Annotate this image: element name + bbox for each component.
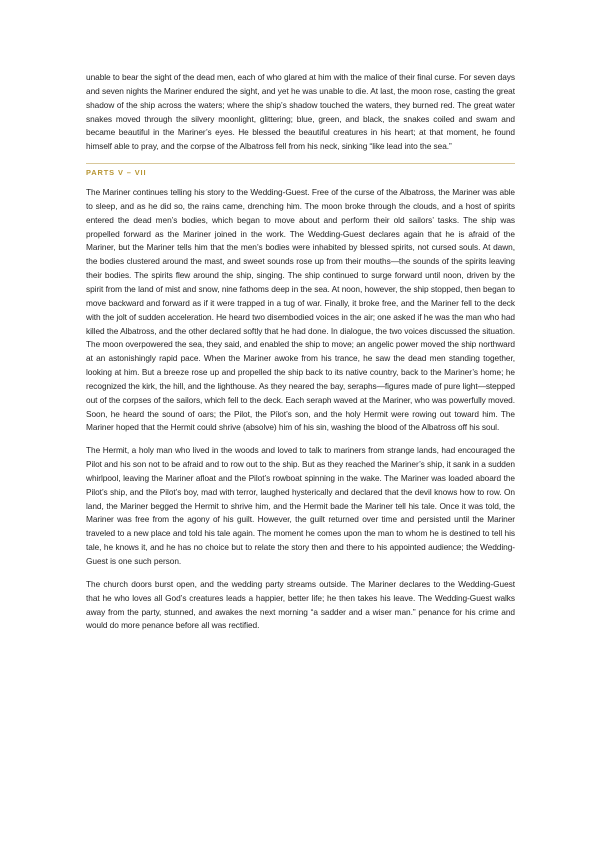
intro-paragraph: unable to bear the sight of the dead men, each of who glared at him with the malice of their final curse. For seven days and seven nights the Mariner endured the sight, and yet he was unable to die. At last, the moon rose, casting the great shadow of the ship across the waters; where the ship’s shadow touched the waters, they burned red. The great water snakes moved through the silvery moonlight, glittering; blue, green, and black, the snakes coiled and swam and became beautiful in the Mariner’s eyes. He blessed the beautiful creatures in his heart; at that moment, he found himself able to pray, and the corpse of the Albatross fell from his neck, sinking “like lead into the sea.” [86, 72, 515, 152]
body-paragraph-3: The church doors burst open, and the wedding party streams outside. The Mariner declares to the Wedding-Guest that he who loves all God’s creatures leads a happier, better life; he then takes his leave. The Wedding-Guest walks away from the party, stunned, and awakes the next morning “a sadder and a wiser man.” penance for his crime and would do more penance before all was rectified. [86, 578, 515, 631]
section-divider [86, 163, 515, 164]
section-heading: PARTS V – VII [86, 168, 147, 178]
body-paragraph-1: The Mariner continues telling his story to the Wedding-Guest. Free of the curse of the Albatross, the Mariner was able to sleep, and as he did so, the rains came, drenching him. The moon broke through the clouds, and a host of spirits entered the dead men’s bodies, which began to move about and perform their old sailors’ tasks. The ship was propelled forward as the Mariner joined in the work. The Wedding-Guest declares again that he is afraid of the Mariner, but the Mariner tells him that the men’s bodies were inhabited by blessed spirits, not cursed souls. At dawn, the bodies clustered around the mast, and sweet sounds rose up from their mouths—the sounds of the spirits leaving their bodies. The spirits flew around the ship, singing. The ship continued to surge forward until noon, driven by the spirit from the land of mist and snow, nine fathoms deep in the sea. At noon, however, the ship stopped, then began to move backward and forward as if it were trapped in a tug of war. Finally, it broke free, and the Mariner fell to the deck with the jolt of sudden acceleration. He heard two disembodied voices in the air; one asked if he was the man who had killed the Albatross, and the other declared softly that he had done. In dialogue, the two voices discussed the situation. The moon overpowered the sea, they said, and enabled the ship to move; an angelic power moved the ship northward at an astonishingly rapid pace. When the Mariner awoke from his trance, he saw the dead men standing together, looking at him. But a breeze rose up and propelled the ship back to its native country, back to the Mariner’s home; he recognized the kirk, the hill, and the lighthouse. As they neared the bay, seraphs—figures made of pure light—stepped out of the corpses of the sailors, which fell to the deck. Each seraph waved at the Mariner, who was powerfully moved. Soon, he heard the sound of oars; the Pilot, the Pilot’s son, and the holy Hermit were rowing out toward him. The Mariner hoped that the Hermit could shrive (absolve) him of his sin, washing the blood of the Albatross off his soul. [86, 187, 515, 433]
body-paragraph-2: The Hermit, a holy man who lived in the woods and loved to talk to mariners from strange lands, had encouraged the Pilot and his son not to be afraid and to row out to the ship. But as they reached the Mariner’s ship, it sank in a sudden whirlpool, leaving the Mariner afloat and the Pilot’s rowboat spinning in the wake. The Mariner was loaded aboard the Pilot’s ship, and the Pilot’s boy, mad with terror, laughed hysterically and declared that the devil knows how to row. On land, the Mariner begged the Hermit to shrive him, and the Hermit bade the Mariner tell his tale. Once it was told, the Mariner was free from the agony of his guilt. However, the guilt returned over time and persisted until the Mariner traveled to a new place and told his tale again. The moment he comes upon the man to whom he is destined to tell his tale, he knows it, and he has no choice but to relate the story then and there to his appointed audience; the Wedding-Guest is one such person. [86, 445, 515, 566]
document-body [86, 71, 515, 642]
